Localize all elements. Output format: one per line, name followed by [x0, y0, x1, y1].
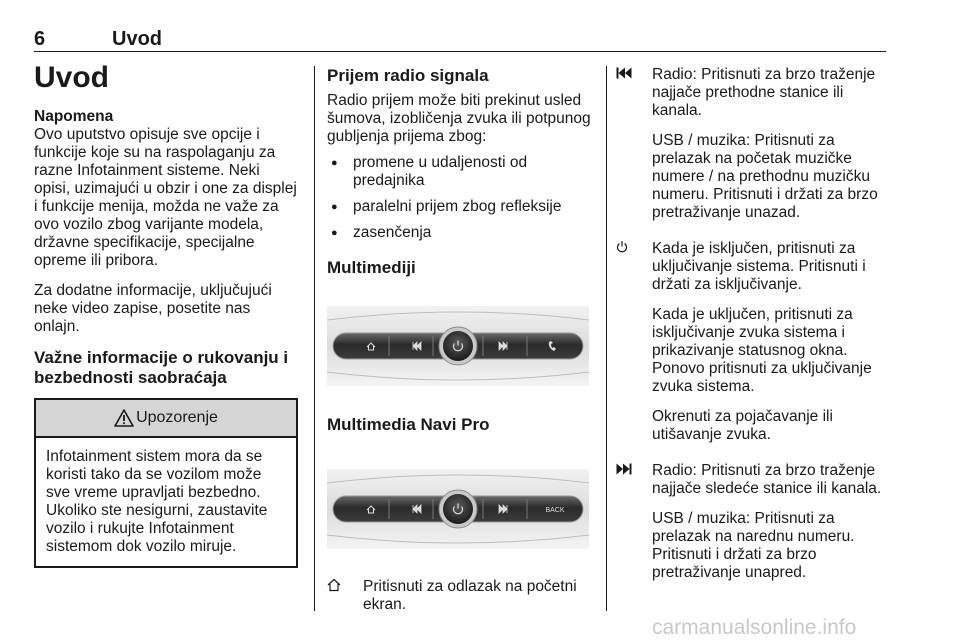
note-heading: Napomena: [34, 108, 114, 125]
previous-track-icon: [616, 66, 652, 234]
home-definition: [327, 578, 595, 614]
column-divider-1: [314, 66, 315, 611]
header-rule: [34, 51, 886, 52]
running-header: Uvod: [112, 28, 162, 50]
list-item: ● paralelni prijem zbog refleksije: [327, 198, 595, 216]
power-definition: [616, 240, 896, 456]
radio-heading: Prijem radio signala: [327, 66, 489, 85]
warning-header: [36, 400, 296, 438]
next-text-radio: Radio: Pritisnuti za brzo traženje najjače sledeće stanice ili kanala.: [652, 462, 882, 497]
note-text: Ovo uputstvo opisuje sve opcije i funkcije koje su na raspolaganju za razne Infotainment sisteme. Neki opisi, uzimajući u obzir i one za displej i funkcije menija, možda ne važe za ovo vozilo zbog varijante modela, državne specifikacije, specijalne opreme ili pribora.: [34, 126, 297, 269]
column-2: [327, 66, 595, 620]
info-paragraph: Za dodatne informacije, uključujući neke video zapise, posetite nas onlajn.: [34, 282, 272, 335]
multimedia-control-panel: [327, 306, 589, 386]
navi-control-panel: [327, 469, 589, 549]
previous-definition: [616, 66, 896, 234]
power-text-off: Kada je isključen, pritisnuti za uključivanje sistema. Pritisnuti i držati za isključivanje.: [652, 240, 866, 293]
column-3: [616, 66, 896, 600]
next-text-usb: USB / muzika: Pritisnuti za prelazak na narednu numeru. Pritisnuti i držati za brzo pretraživanje unapred.: [652, 510, 855, 581]
previous-text-usb: USB / muzika: Pritisnuti za prelazak na početak muzičke numere / na prethodnu muzičku numeru. Pritisnuti i držati za brzo pretraživanje unazad.: [652, 132, 878, 221]
previous-text-radio: Radio: Pritisnuti za brzo traženje najjače prethodne stanice ili kanala.: [652, 66, 876, 119]
column-divider-2: [606, 66, 607, 611]
watermark: carmanualsonline.info: [652, 616, 857, 639]
warning-triangle-icon: [114, 409, 134, 427]
note-block: [34, 108, 298, 270]
next-track-icon: [616, 462, 652, 594]
home-text: Pritisnuti za odlazak na početni ekran.: [363, 578, 577, 613]
warning-title: Upozorenje: [136, 409, 218, 426]
page-number: 6: [34, 28, 46, 50]
list-item: ● zasenčenja: [327, 224, 595, 242]
home-icon: [327, 578, 363, 614]
power-text-volume: Okrenuti za pojačavanje ili utišavanje zvuka.: [652, 408, 833, 443]
column-1: [34, 62, 298, 568]
radio-intro: Radio prijem može biti prekinut usled šumova, izobličenja zvuka ili potpunog gubljenja prijema zbog:: [327, 92, 591, 145]
power-icon: [616, 240, 652, 456]
power-text-on: Kada je uključen, pritisnuti za isključivanje zvuka sistema i prikazivanje statusnog okna. Ponovo pritisnuti za uključivanje zvuka sistema.: [652, 306, 872, 395]
multimedia-heading: Multimediji: [327, 258, 416, 277]
radio-bullets: [327, 154, 595, 242]
warning-text: Infotainment sistem mora da se koristi tako da se vozilom može sve vreme upravljati bezbedno. Ukoliko ste nesigurni, zaustavite vozilo i rukujte Infotainment sistemom dok vozilo miruje.: [46, 448, 268, 555]
navi-heading: Multimedia Navi Pro: [327, 415, 490, 434]
chapter-title: Uvod: [34, 61, 109, 94]
safety-heading: Važne informacije o rukovanju i bezbednosti saobraćaja: [34, 348, 289, 387]
list-item: ● promene u udaljenosti od predajnika: [327, 154, 595, 190]
panel-back-label: BACK: [545, 507, 565, 514]
next-definition: [616, 462, 896, 594]
warning-box: [34, 398, 298, 568]
